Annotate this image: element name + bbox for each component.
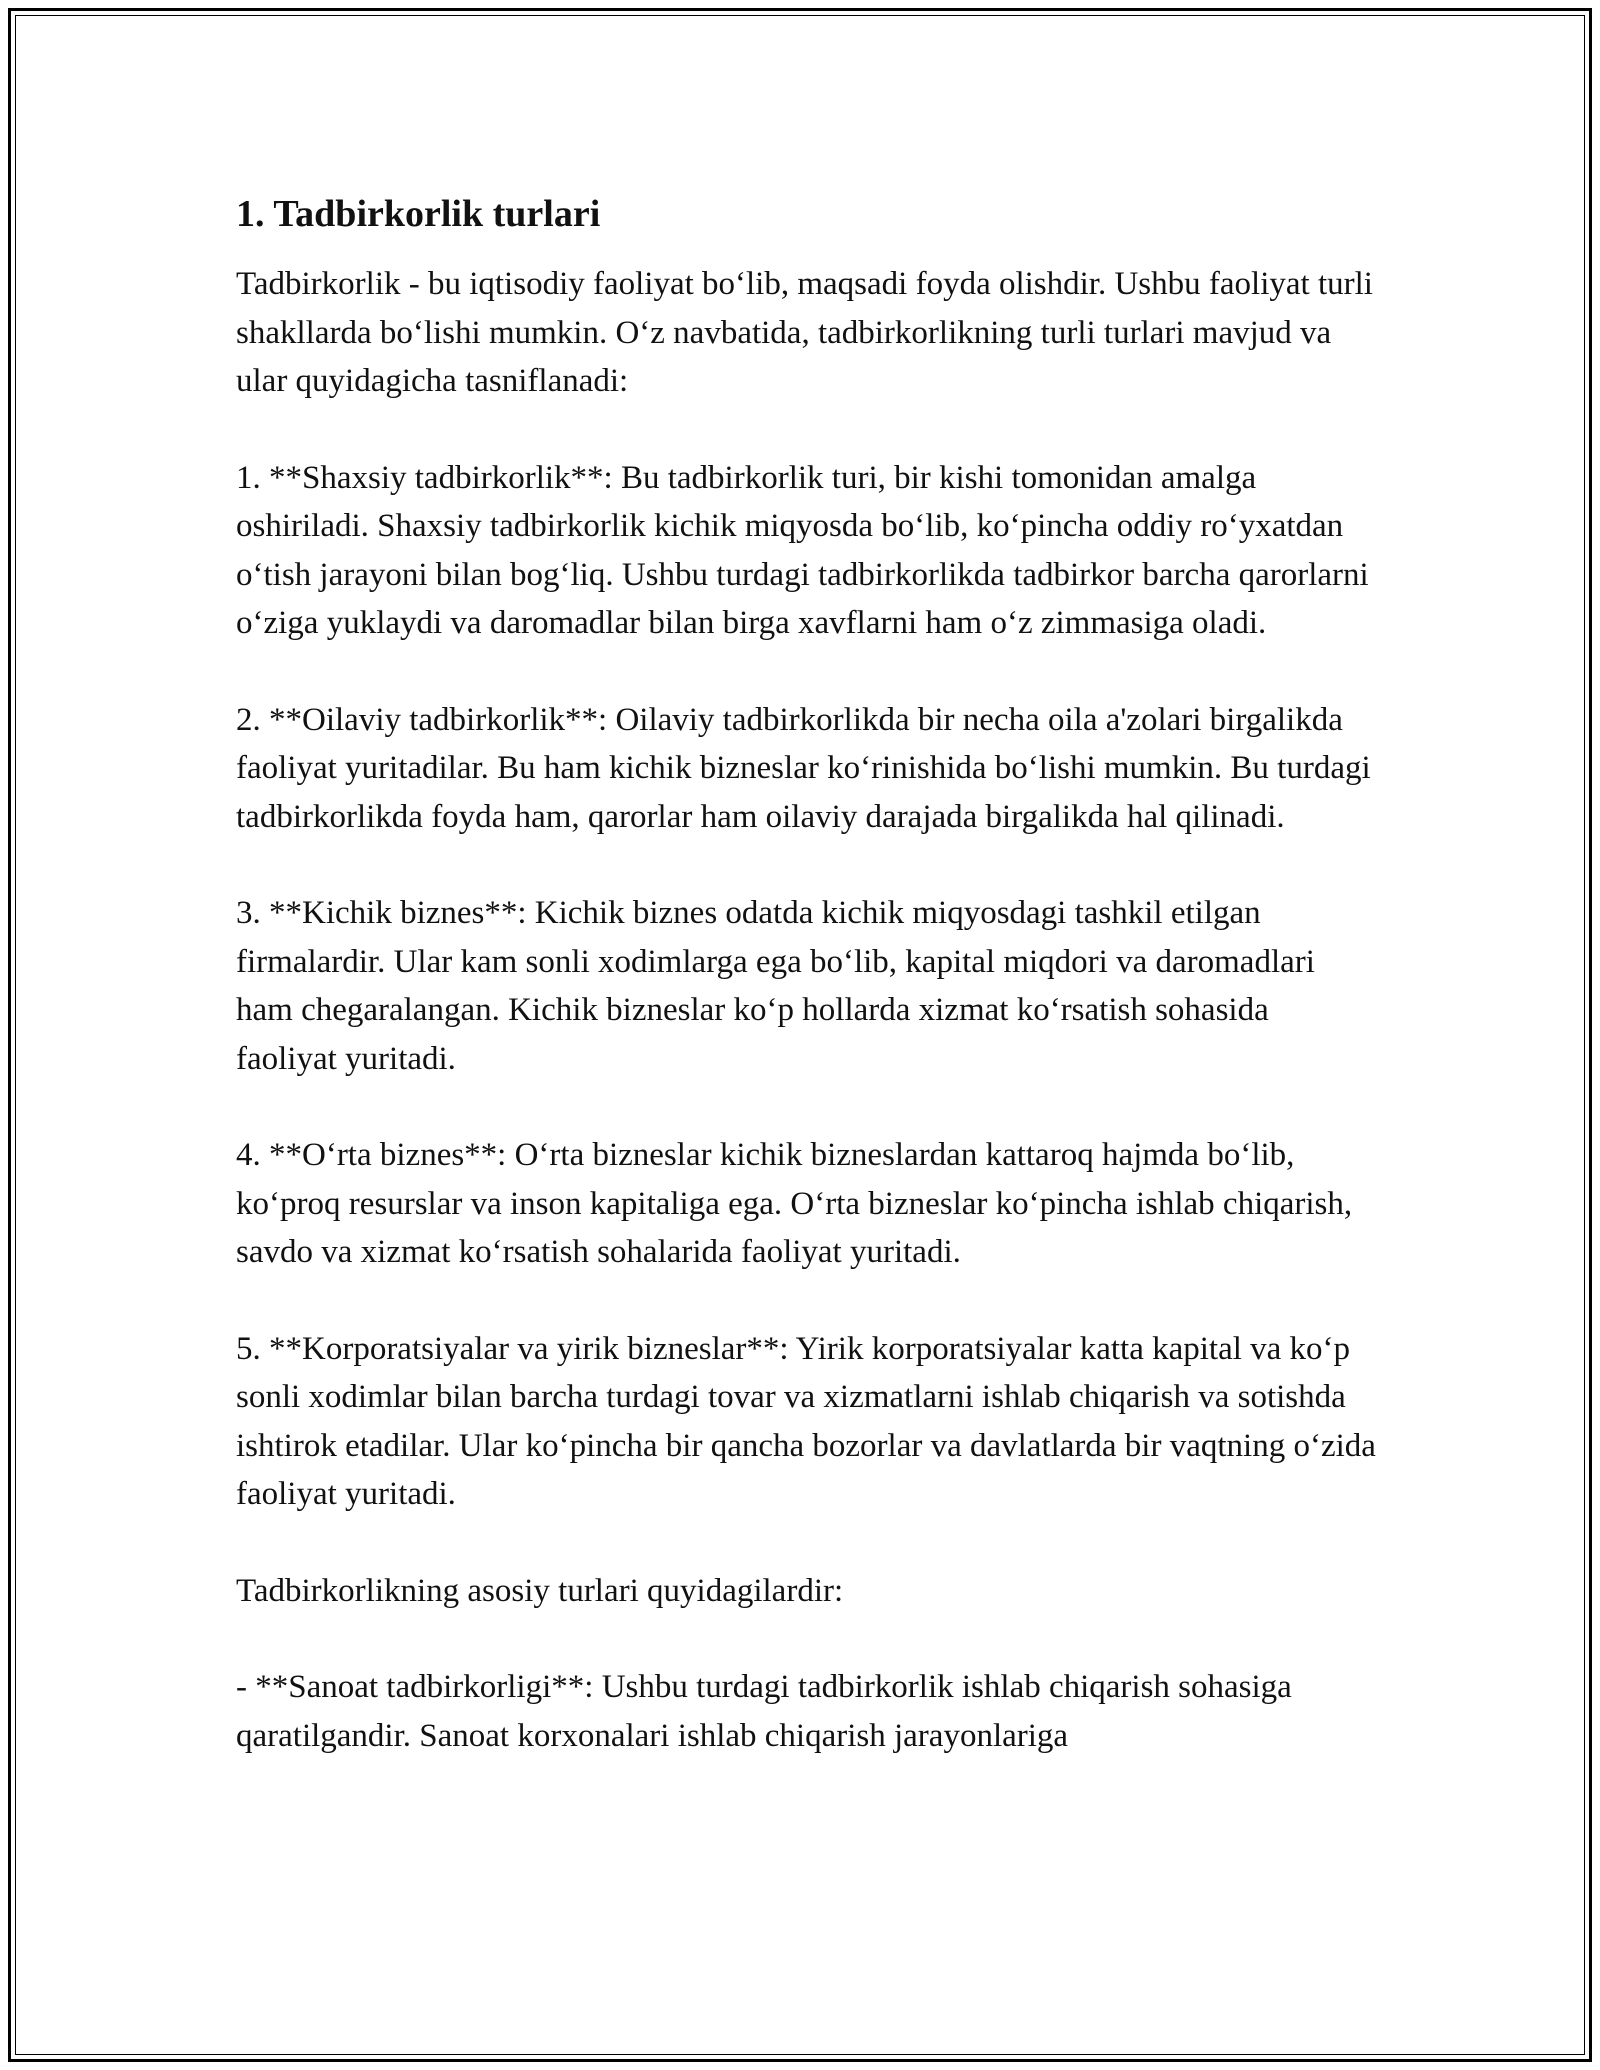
document-body	[236, 190, 1376, 1808]
section-heading: 1. Tadbirkorlik turlari	[236, 193, 601, 235]
item-sanoat-tadbirkorligi: - **Sanoat tadbirkorligi**: Ushbu turdagi tadbirkorlik ishlab chiqarish sohasiga qaratilgandir. Sanoat korxonalari ishlab chiqarish jarayonlariga	[236, 1669, 1292, 1754]
item-orta-biznes: 4. **O‘rta biznes**: O‘rta bizneslar kichik bizneslardan kattaroq hajmda bo‘lib, ko‘proq resurslar va inson kapitaliga ega. O‘rta bizneslar ko‘pincha ishlab chiqarish, savdo va xizmat ko‘rsatish sohalarida faoliyat yuritadi.	[236, 1137, 1353, 1270]
intro-paragraph: Tadbirkorlik - bu iqtisodiy faoliyat bo‘lib, maqsadi foyda olishdir. Ushbu faoliyat turli shakllarda bo‘lishi mumkin. O‘z navbatida, tadbirkorlikning turli turlari mavjud va ular quyidagicha tasniflanadi:	[236, 266, 1373, 399]
item-kichik-biznes: 3. **Kichik biznes**: Kichik biznes odatda kichik miqyosdagi tashkil etilgan firmalardir. Ular kam sonli xodimlarga ega bo‘lib, kapital miqdori va daromadlari ham chegaralangan. Kichik bizneslar ko‘p hollarda xizmat ko‘rsatish sohasida faoliyat yuritadi.	[236, 895, 1315, 1077]
item-korporatsiyalar: 5. **Korporatsiyalar va yirik bizneslar**: Yirik korporatsiyalar katta kapital va ko‘p sonli xodimlar bilan barcha turdagi tovar va xizmatlarni ishlab chiqarish va sotishda ishtirok etadilar. Ular ko‘pincha bir qancha bozorlar va davlatlarda bir vaqtning o‘zida faoliyat yuritadi.	[236, 1330, 1376, 1512]
summary-lead-paragraph: Tadbirkorlikning asosiy turlari quyidagilardir:	[236, 1572, 844, 1609]
item-oilaviy-tadbirkorlik: 2. **Oilaviy tadbirkorlik**: Oilaviy tadbirkorlikda bir necha oila a'zolari birgalikda faoliyat yuritadilar. Bu ham kichik bizneslar ko‘rinishida bo‘lishi mumkin. Bu turdagi tadbirkorlikda foyda ham, qarorlar ham oilaviy darajada birgalikda hal qilinadi.	[236, 701, 1371, 835]
item-shaxsiy-tadbirkorlik: 1. **Shaxsiy tadbirkorlik**: Bu tadbirkorlik turi, bir kishi tomonidan amalga oshiriladi. Shaxsiy tadbirkorlik kichik miqyosda bo‘lib, ko‘pincha oddiy ro‘yxatdan o‘tish jarayoni bilan bog‘liq. Ushbu turdagi tadbirkorlikda tadbirkor barcha qarorlarni o‘ziga yuklaydi va daromadlar bilan birga xavflarni ham o‘z zimmasiga oladi.	[236, 459, 1369, 641]
